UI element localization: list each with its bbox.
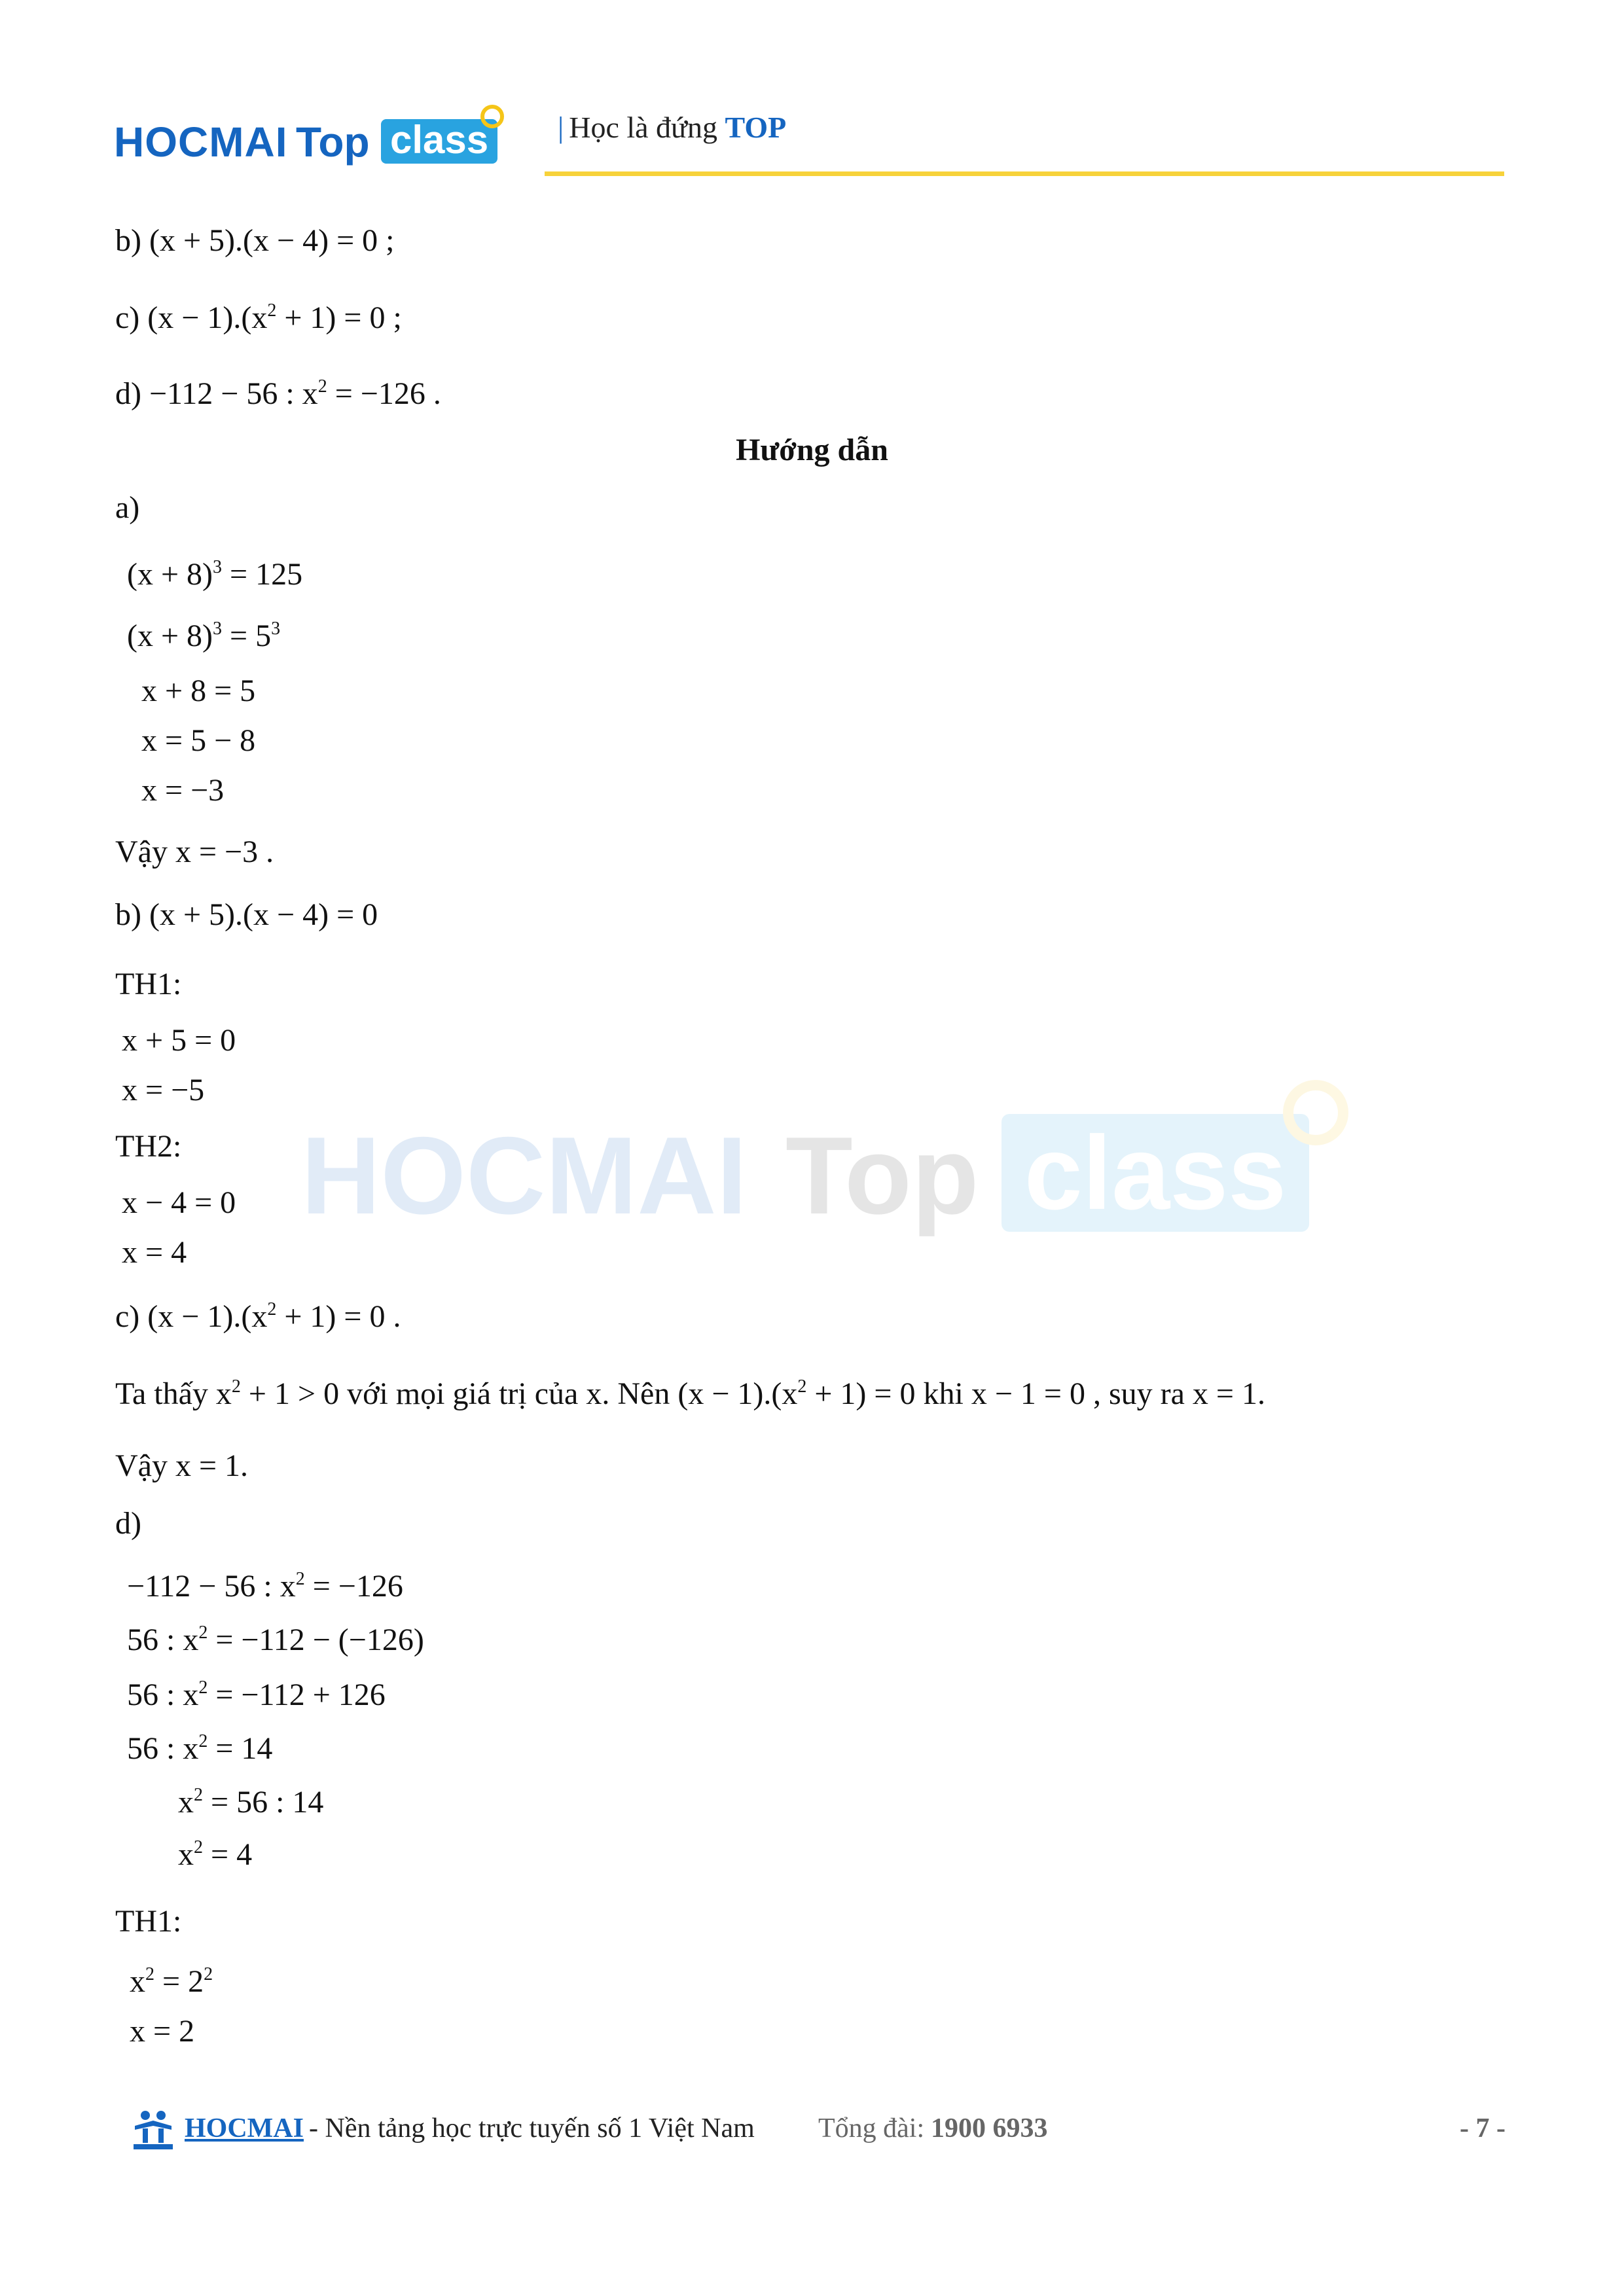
solution-b-case1-step1: x + 5 = 0 <box>122 1023 236 1058</box>
step-left: 56 : x <box>127 1623 199 1657</box>
step-left: x <box>178 1785 194 1820</box>
step-left: (x + 8) <box>127 619 213 653</box>
header-divider <box>545 171 1504 176</box>
solution-d-case1-step2: x = 2 <box>130 2014 195 2049</box>
solution-b-case1-step2: x = −5 <box>122 1073 205 1107</box>
exponent: 3 <box>271 619 281 639</box>
solution-d-case1: TH1: <box>115 1904 182 1939</box>
exponent: 2 <box>198 1623 208 1643</box>
solution-b-case1: TH1: <box>115 967 182 1001</box>
solution-a-step3: x + 8 = 5 <box>141 673 256 708</box>
solution-d-step1 <box>127 1567 403 1606</box>
hocmai-footer-logo-icon <box>131 2109 175 2151</box>
line-part: Ta thấy x <box>115 1376 232 1411</box>
solution-d-step4 <box>127 1729 272 1768</box>
solution-d-step5 <box>178 1783 323 1822</box>
problem-c-part2: + 1) = 0 ; <box>276 300 402 335</box>
problem-d <box>115 374 441 414</box>
solution-d-label: d) <box>115 1506 141 1541</box>
footer-hotline-label: Tổng đài: <box>818 2113 925 2144</box>
footer-hotline-number: 1900 6933 <box>931 2113 1048 2144</box>
watermark-class: class <box>1001 1114 1309 1232</box>
footer-brand-link[interactable]: HOCMAI <box>185 2113 304 2144</box>
slogan-bar: | <box>558 111 564 144</box>
exponent: 2 <box>145 1964 154 1984</box>
page-number: - 7 - <box>1460 2113 1506 2144</box>
exponent: 2 <box>267 1299 277 1319</box>
step-right: = 14 <box>208 1731 273 1766</box>
step-right: = −112 − (−126) <box>208 1623 424 1657</box>
slogan-top: TOP <box>725 111 787 144</box>
exponent: 2 <box>317 376 327 397</box>
hocmai-topclass-logo <box>114 103 507 175</box>
step-right: = 125 <box>222 557 303 592</box>
exponent: 2 <box>797 1376 807 1397</box>
line-part: + 1 > 0 với mọi giá trị của x. Nên (x − 1).(x <box>240 1376 798 1411</box>
step-right: = −112 + 126 <box>208 1677 386 1712</box>
exponent: 2 <box>198 1677 208 1698</box>
step-left: 56 : x <box>127 1677 199 1712</box>
exponent: 2 <box>267 300 277 321</box>
watermark-hocmai: HOCMAI <box>301 1114 748 1237</box>
line-part: c) (x − 1).(x <box>115 1299 268 1334</box>
solution-a-step2 <box>127 617 280 656</box>
step-left: x <box>130 1964 145 1999</box>
solution-a-step1 <box>127 555 302 594</box>
exponent: 2 <box>198 1731 208 1751</box>
solution-d-step6 <box>178 1835 252 1874</box>
solution-c-label <box>115 1297 401 1336</box>
solution-c-conclusion: Vậy x = 1. <box>115 1448 249 1483</box>
solution-a-step5: x = −3 <box>141 773 225 808</box>
solution-b-case2-step1: x − 4 = 0 <box>122 1185 236 1220</box>
step-right: = 56 : 14 <box>203 1785 324 1820</box>
solution-d-step3 <box>127 1676 386 1715</box>
problem-c <box>115 298 402 338</box>
step-left: (x + 8) <box>127 557 213 592</box>
logo-hocmai-text: HOCMAI <box>114 118 288 166</box>
step-left: −112 − 56 : x <box>127 1569 296 1604</box>
footer-tagline: - Nền tảng học trực tuyến số 1 Việt Nam <box>309 2113 755 2144</box>
watermark-top: Top <box>785 1114 979 1237</box>
line-part: + 1) = 0 khi x − 1 = 0 , suy ra x = 1. <box>806 1376 1265 1411</box>
problem-d-part1: d) −112 − 56 : x <box>115 376 318 411</box>
exponent: 2 <box>204 1964 213 1984</box>
logo-top-text: Top <box>296 118 370 166</box>
exponent: 3 <box>213 619 223 639</box>
exponent: 3 <box>213 557 223 577</box>
logo-class-badge: class <box>381 119 497 164</box>
line-part: + 1) = 0 . <box>276 1299 401 1334</box>
step-left: 56 : x <box>127 1731 199 1766</box>
solution-c-reasoning <box>115 1374 1265 1414</box>
header-slogan <box>558 110 786 145</box>
problem-d-part2: = −126 . <box>327 376 441 411</box>
exponent: 2 <box>295 1569 305 1589</box>
solution-d-case1-step1 <box>130 1962 213 2001</box>
step-right: = 4 <box>203 1837 253 1872</box>
problem-c-part1: c) (x − 1).(x <box>115 300 268 335</box>
solution-d-step2 <box>127 1621 424 1660</box>
solution-a-conclusion: Vậy x = −3 . <box>115 834 274 869</box>
solution-b-case2-step2: x = 4 <box>122 1235 187 1270</box>
step-right: = −126 <box>304 1569 403 1604</box>
exponent: 2 <box>231 1376 241 1397</box>
problem-b: b) (x + 5).(x − 4) = 0 ; <box>115 223 395 258</box>
gear-icon <box>480 105 504 128</box>
exponent: 2 <box>194 1837 203 1857</box>
solution-a-step4: x = 5 − 8 <box>141 723 256 758</box>
solution-b-case2: TH2: <box>115 1129 182 1164</box>
watermark-logo <box>301 1080 1348 1250</box>
solution-a-label: a) <box>115 490 140 525</box>
step-left: x <box>178 1837 194 1872</box>
slogan-text: Học là đứng <box>569 111 725 144</box>
solution-b-label: b) (x + 5).(x − 4) = 0 <box>115 897 378 932</box>
watermark-gear-icon <box>1283 1080 1348 1145</box>
exponent: 2 <box>194 1785 203 1805</box>
step-right: = 5 <box>222 619 272 653</box>
step-right: = 2 <box>154 1964 204 1999</box>
section-heading: Hướng dẫn <box>736 433 888 467</box>
